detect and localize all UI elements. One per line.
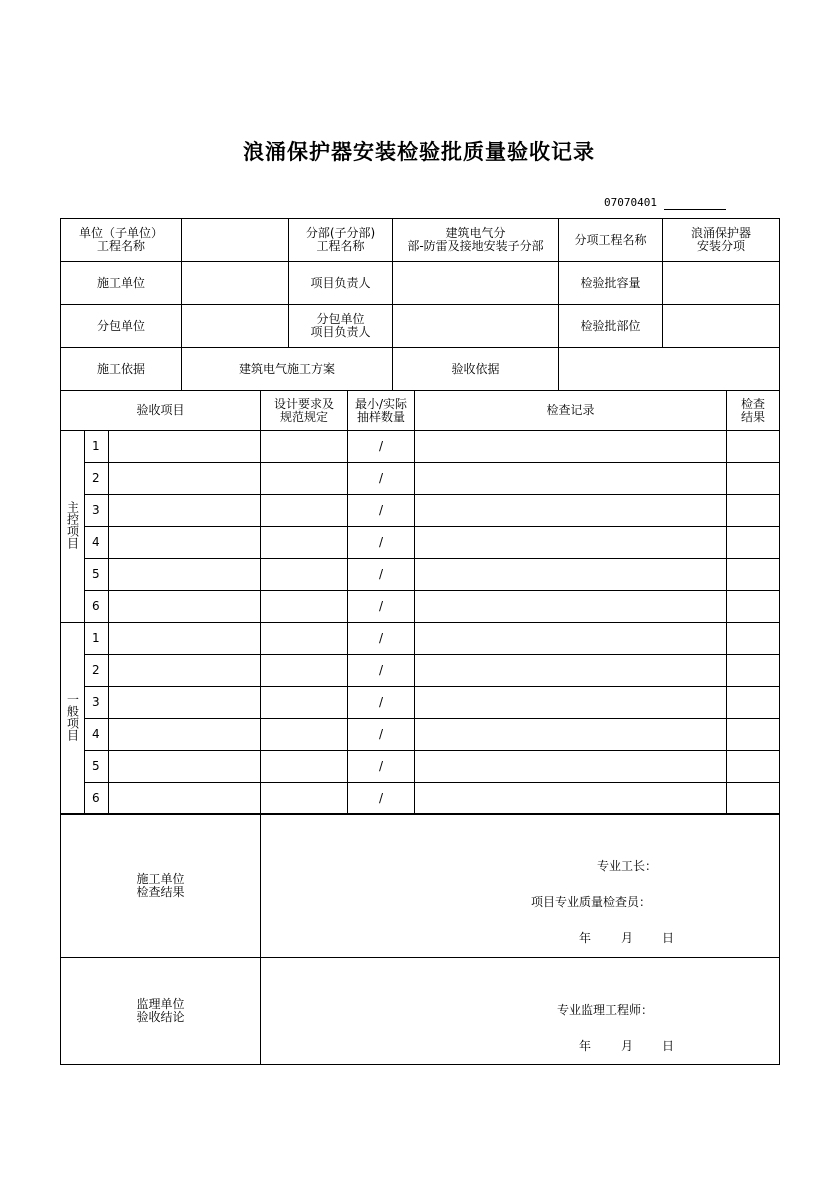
item-cell[interactable] bbox=[109, 623, 261, 655]
unit-project-label: 单位（子单位） 工程名称 bbox=[61, 219, 182, 262]
foreman-label: 专业工长： bbox=[597, 859, 658, 873]
code-underline bbox=[664, 209, 726, 210]
project-info-table bbox=[60, 218, 780, 391]
items-header-result: 检查 结果 bbox=[727, 391, 780, 431]
record-cell[interactable] bbox=[415, 495, 727, 527]
item-cell[interactable] bbox=[109, 751, 261, 783]
item-cell[interactable] bbox=[109, 783, 261, 815]
item-cell[interactable] bbox=[109, 431, 261, 463]
item-cell[interactable] bbox=[109, 655, 261, 687]
result-cell[interactable] bbox=[727, 623, 780, 655]
general-row bbox=[61, 751, 780, 783]
result-cell[interactable] bbox=[727, 591, 780, 623]
design-requirement-cell[interactable] bbox=[261, 527, 348, 559]
day-label: 日 bbox=[662, 931, 675, 945]
constructor-value[interactable] bbox=[182, 262, 289, 305]
row-number: 5 bbox=[85, 751, 109, 783]
record-cell[interactable] bbox=[415, 559, 727, 591]
basis-label: 施工依据 bbox=[61, 348, 182, 391]
location-label: 检验批部位 bbox=[559, 305, 663, 348]
item-cell[interactable] bbox=[109, 559, 261, 591]
location-value[interactable] bbox=[663, 305, 780, 348]
result-cell[interactable] bbox=[727, 495, 780, 527]
main-row bbox=[61, 559, 780, 591]
design-requirement-cell[interactable] bbox=[261, 655, 348, 687]
result-cell[interactable] bbox=[727, 527, 780, 559]
month-label: 月 bbox=[621, 931, 634, 945]
division-label: 分部(子分部) 工程名称 bbox=[289, 219, 393, 262]
record-cell[interactable] bbox=[415, 463, 727, 495]
record-cell[interactable] bbox=[415, 719, 727, 751]
row-number: 4 bbox=[85, 719, 109, 751]
item-cell[interactable] bbox=[109, 463, 261, 495]
sub-pm-label: 分包单位 项目负责人 bbox=[289, 305, 393, 348]
supervisor-check-area[interactable] bbox=[261, 958, 780, 1065]
result-cell[interactable] bbox=[727, 463, 780, 495]
record-cell[interactable] bbox=[415, 591, 727, 623]
items-header-design: 设计要求及 规范规定 bbox=[261, 391, 348, 431]
constructor-check-area[interactable] bbox=[261, 814, 780, 958]
design-requirement-cell[interactable] bbox=[261, 783, 348, 815]
subcontractor-label: 分包单位 bbox=[61, 305, 182, 348]
form-code: 07070401 bbox=[604, 196, 657, 209]
row-number: 6 bbox=[85, 783, 109, 815]
item-cell[interactable] bbox=[109, 527, 261, 559]
design-requirement-cell[interactable] bbox=[261, 623, 348, 655]
record-cell[interactable] bbox=[415, 623, 727, 655]
acceptance-basis-value[interactable] bbox=[559, 348, 780, 391]
signature-table bbox=[60, 813, 780, 1065]
main-group-label: 主控项目 bbox=[61, 431, 85, 623]
row-number: 3 bbox=[85, 687, 109, 719]
general-row bbox=[61, 719, 780, 751]
row-number: 2 bbox=[85, 655, 109, 687]
main-row bbox=[61, 463, 780, 495]
sample-cell[interactable]: / bbox=[348, 431, 415, 463]
row-number: 6 bbox=[85, 591, 109, 623]
main-row bbox=[61, 527, 780, 559]
items-header-item: 验收项目 bbox=[61, 391, 261, 431]
general-row bbox=[61, 687, 780, 719]
general-row bbox=[61, 623, 780, 655]
sample-cell[interactable]: / bbox=[348, 463, 415, 495]
design-requirement-cell[interactable] bbox=[261, 431, 348, 463]
sample-cell[interactable]: / bbox=[348, 655, 415, 687]
subitem-label: 分项工程名称 bbox=[559, 219, 663, 262]
year-label: 年 bbox=[579, 1039, 592, 1053]
row-number: 1 bbox=[85, 431, 109, 463]
record-cell[interactable] bbox=[415, 751, 727, 783]
row-number: 5 bbox=[85, 559, 109, 591]
record-cell[interactable] bbox=[415, 527, 727, 559]
sub-pm-value[interactable] bbox=[393, 305, 559, 348]
record-cell[interactable] bbox=[415, 783, 727, 815]
design-requirement-cell[interactable] bbox=[261, 591, 348, 623]
result-cell[interactable] bbox=[727, 783, 780, 815]
division-value[interactable]: 建筑电气分 部-防雷及接地安装子分部 bbox=[393, 219, 559, 262]
sample-cell[interactable]: / bbox=[348, 623, 415, 655]
record-cell[interactable] bbox=[415, 655, 727, 687]
row-number: 4 bbox=[85, 527, 109, 559]
capacity-value[interactable] bbox=[663, 262, 780, 305]
constructor-label: 施工单位 bbox=[61, 262, 182, 305]
year-label: 年 bbox=[579, 931, 592, 945]
main-row bbox=[61, 591, 780, 623]
item-cell[interactable] bbox=[109, 687, 261, 719]
supervisor-check-label: 监理单位 验收结论 bbox=[61, 958, 261, 1065]
general-row bbox=[61, 783, 780, 815]
subcontractor-value[interactable] bbox=[182, 305, 289, 348]
record-cell[interactable] bbox=[415, 687, 727, 719]
result-cell[interactable] bbox=[727, 687, 780, 719]
inspection-items-table bbox=[60, 390, 780, 815]
design-requirement-cell[interactable] bbox=[261, 495, 348, 527]
sample-cell[interactable]: / bbox=[348, 559, 415, 591]
subitem-value[interactable]: 浪涌保护器 安装分项 bbox=[663, 219, 780, 262]
basis-value[interactable]: 建筑电气施工方案 bbox=[182, 348, 393, 391]
sample-cell[interactable]: / bbox=[348, 591, 415, 623]
sample-cell[interactable]: / bbox=[348, 783, 415, 815]
items-header-sample: 最小/实际 抽样数量 bbox=[348, 391, 415, 431]
items-header-record: 检查记录 bbox=[415, 391, 727, 431]
sample-cell[interactable]: / bbox=[348, 687, 415, 719]
design-requirement-cell[interactable] bbox=[261, 559, 348, 591]
pm-label: 项目负责人 bbox=[289, 262, 393, 305]
item-cell[interactable] bbox=[109, 495, 261, 527]
result-cell[interactable] bbox=[727, 719, 780, 751]
design-requirement-cell[interactable] bbox=[261, 719, 348, 751]
main-row bbox=[61, 431, 780, 463]
sample-cell[interactable]: / bbox=[348, 751, 415, 783]
constructor-check-label: 施工单位 检查结果 bbox=[61, 814, 261, 958]
quality-inspector-label: 项目专业质量检查员： bbox=[531, 895, 652, 909]
month-label: 月 bbox=[621, 1039, 634, 1053]
result-cell[interactable] bbox=[727, 431, 780, 463]
design-requirement-cell[interactable] bbox=[261, 687, 348, 719]
result-cell[interactable] bbox=[727, 559, 780, 591]
item-cell[interactable] bbox=[109, 591, 261, 623]
row-number: 3 bbox=[85, 495, 109, 527]
result-cell[interactable] bbox=[727, 655, 780, 687]
sample-cell[interactable]: / bbox=[348, 527, 415, 559]
sample-cell[interactable]: / bbox=[348, 719, 415, 751]
general-row bbox=[61, 655, 780, 687]
item-cell[interactable] bbox=[109, 719, 261, 751]
unit-project-value[interactable] bbox=[182, 219, 289, 262]
design-requirement-cell[interactable] bbox=[261, 751, 348, 783]
row-number: 2 bbox=[85, 463, 109, 495]
day-label: 日 bbox=[662, 1039, 675, 1053]
sample-cell[interactable]: / bbox=[348, 495, 415, 527]
acceptance-basis-label: 验收依据 bbox=[393, 348, 559, 391]
supervising-engineer-label: 专业监理工程师： bbox=[557, 1003, 654, 1017]
row-number: 1 bbox=[85, 623, 109, 655]
design-requirement-cell[interactable] bbox=[261, 463, 348, 495]
general-group-label: 一般项目 bbox=[61, 623, 85, 815]
page-title: 浪涌保护器安装检验批质量验收记录 bbox=[243, 139, 595, 164]
capacity-label: 检验批容量 bbox=[559, 262, 663, 305]
record-cell[interactable] bbox=[415, 431, 727, 463]
main-row bbox=[61, 495, 780, 527]
result-cell[interactable] bbox=[727, 751, 780, 783]
pm-value[interactable] bbox=[393, 262, 559, 305]
